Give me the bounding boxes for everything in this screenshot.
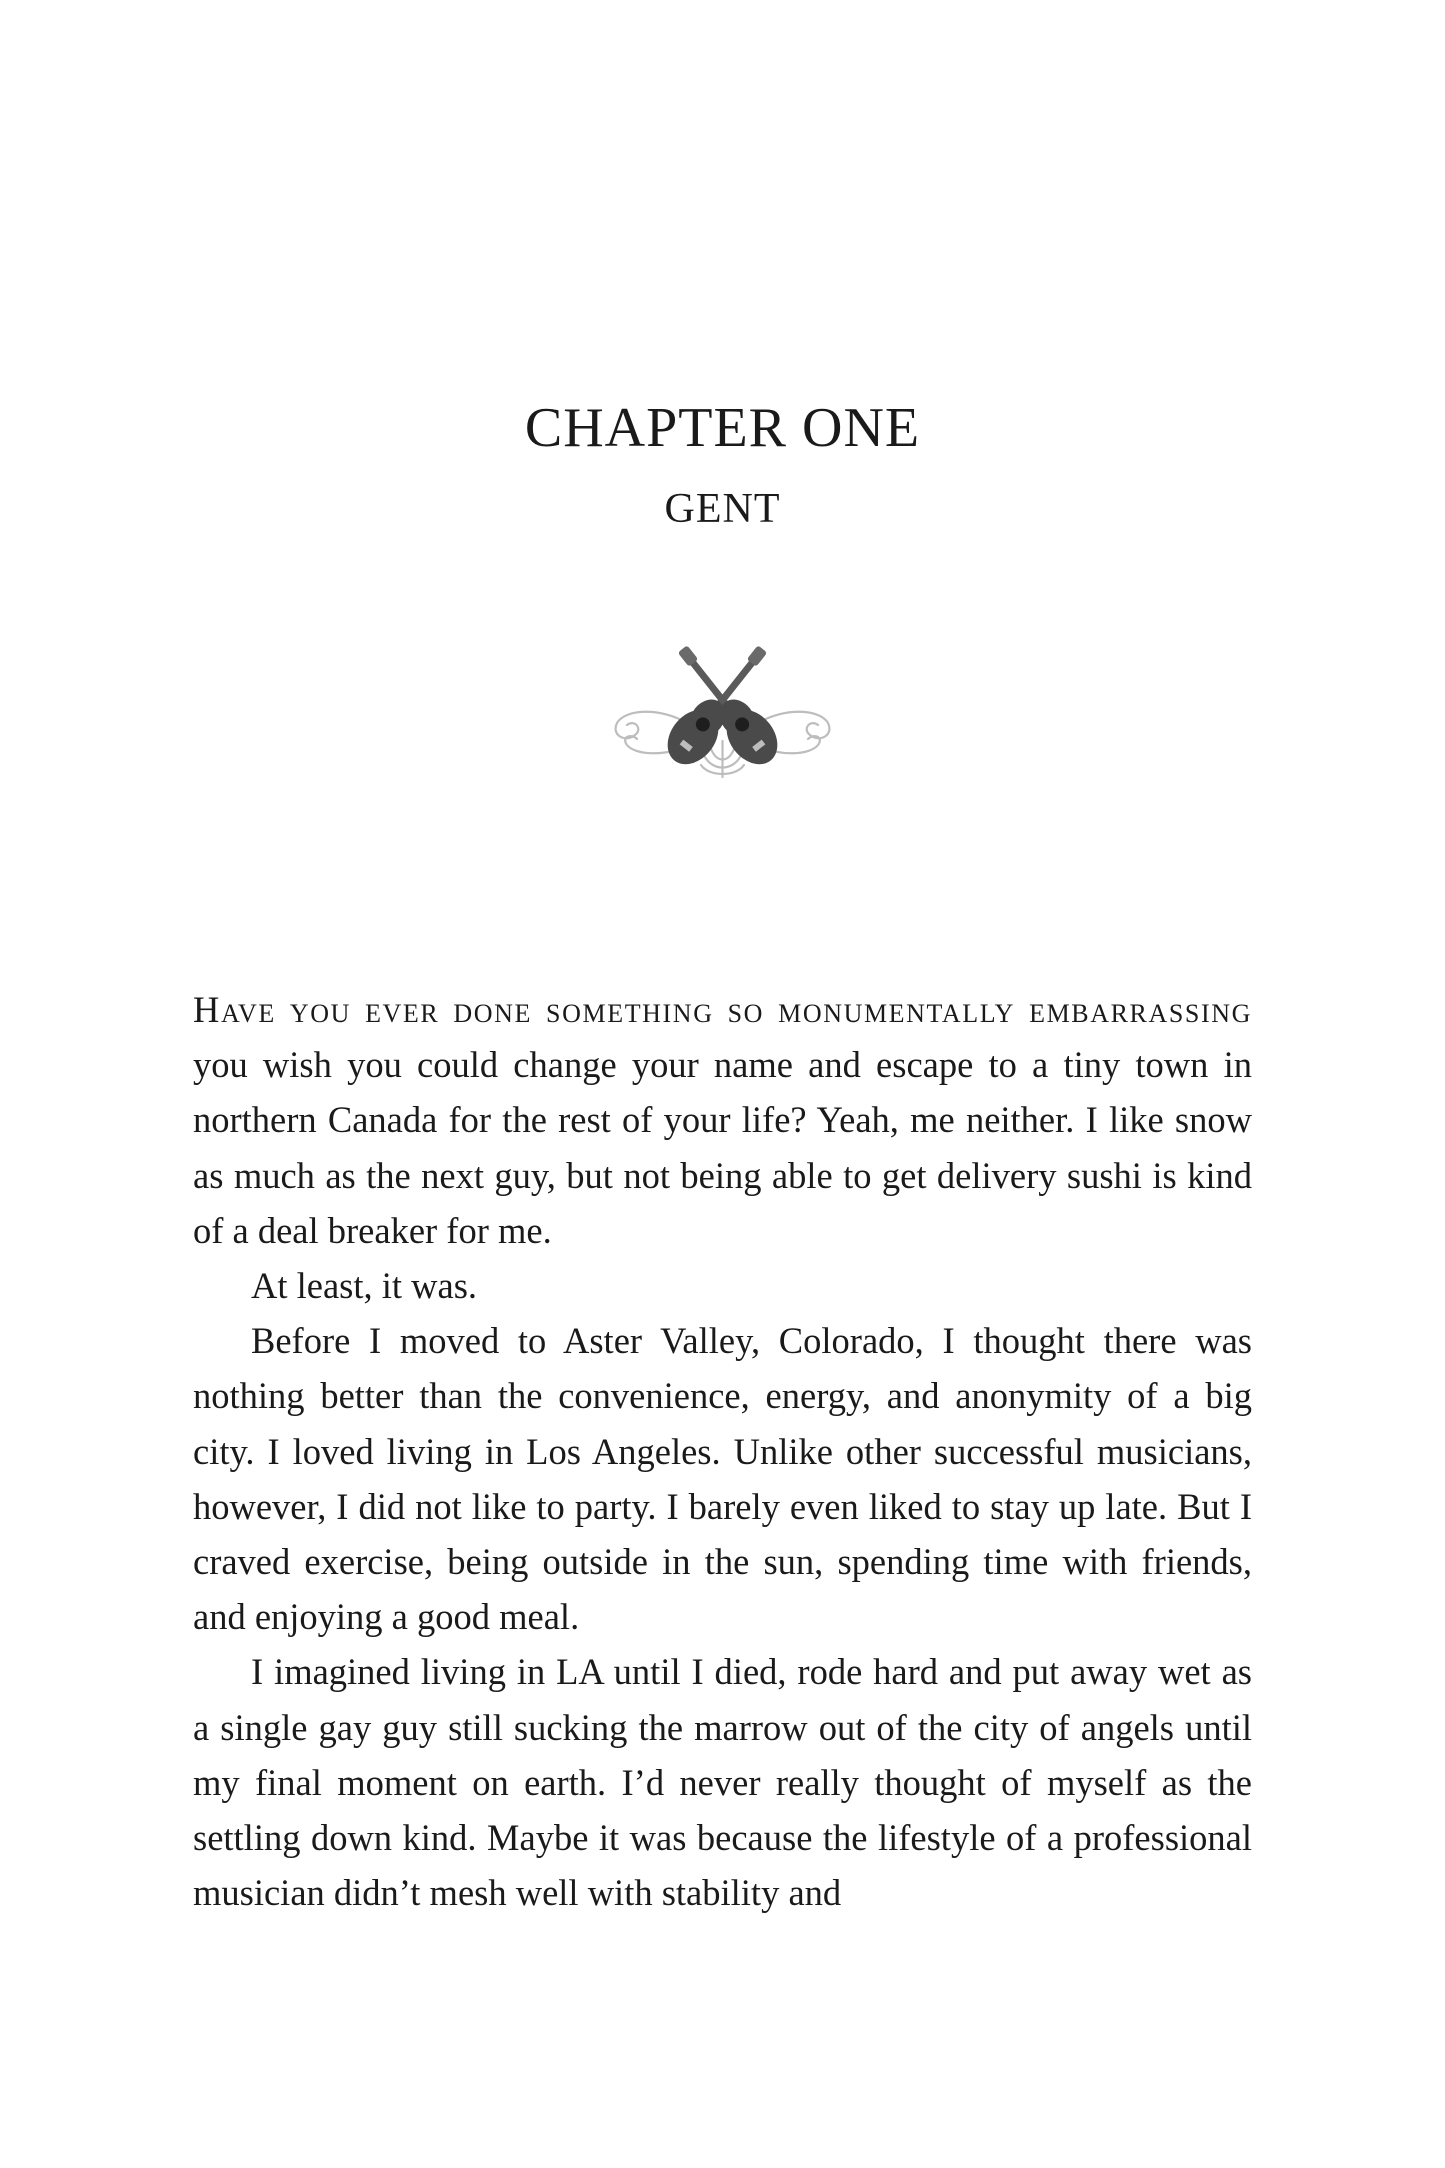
paragraph-text: you wish you could change your name and escape to a tiny town in northern Canada for the rest of your life? Yeah, me neither. I like snow as much as the next guy, but not being able to get delivery sushi is kind of a deal breaker for me. [193, 1044, 1252, 1251]
paragraph: Before I moved to Aster Valley, Colorado, I thought there was nothing better than the convenience, energy, and anonymity of a big city. I loved living in Los Angeles. Unlike other successful musicians, however, I did not like to party. I barely even liked to stay up late. But I craved exercise, being outside in the sun, spending time with friends, and enjoying a good meal. [193, 1320, 1252, 1638]
paragraph [193, 982, 1252, 1258]
paragraph: At least, it was. [251, 1265, 478, 1307]
chapter-subtitle: GENT [664, 486, 781, 532]
chapter-heading [0, 397, 1445, 532]
paragraph: I imagined living in LA until I died, rode hard and put away wet as a single gay guy still sucking the marrow out of the city of angels until my final moment on earth. I’d never really thought of myself as the settling down kind. Maybe it was because the lifestyle of a professional musician didn’t mesh well with stability and [193, 1651, 1252, 1914]
crossed-guitars-ornament-icon [605, 645, 840, 780]
chapter-body-text [193, 982, 1252, 1920]
opening-small-caps: Have you ever done something so monumentally embarrassing [193, 989, 1252, 1030]
chapter-title: CHAPTER ONE [524, 397, 921, 459]
